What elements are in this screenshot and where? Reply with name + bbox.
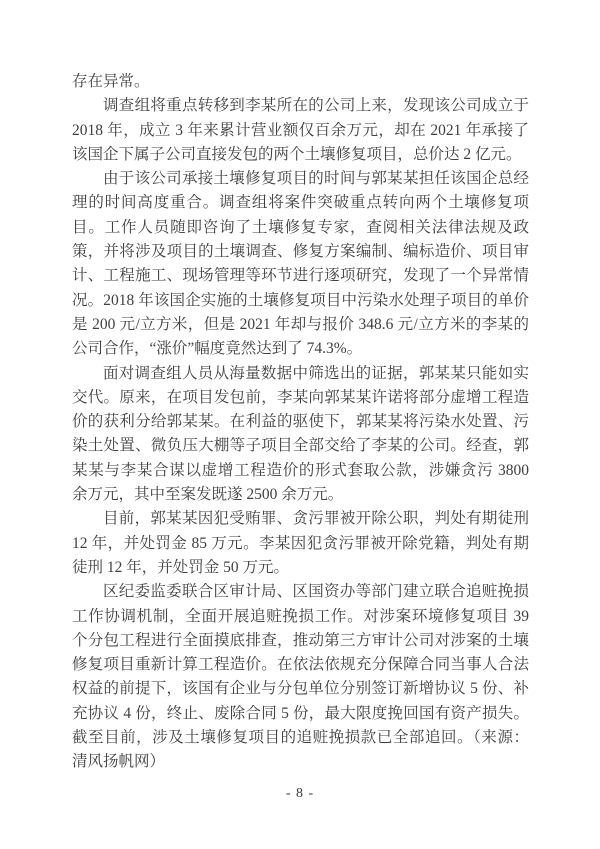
document-body [72,70,529,775]
paragraph: 区纪委监委联合区审计局、区国资办等部门建立联合追赃挽损工作协调机制，全面开展追赃挽损工作。对涉案环境修复项目 39 个分包工程进行全面摸底排查，推动第三方审计公司对涉案的土壤修复项目重新计算工程造价。在依法依规充分保障合同当事人合法权益的前提下，该国有企业与分包单位分别签订新增协议 5 份、补充协议 4 份，终止、废除合同 5 份，最大限度挽回国有资产损失。截至目前，涉及土壤修复项目的追赃挽损款已全部追回。（来源：清风扬帆网） [72,583,529,771]
paragraph: 由于该公司承接土壤修复项目的时间与郭某某担任该国企总经理的时间高度重合。调查组将案件突破重点转向两个土壤修复项目。工作人员随即咨询了土壤修复专家，查阅相关法律法规及政策，并将涉及项目的土壤调查、修复方案编制、编标造价、项目审计、工程施工、现场管理等环节进行逐项研究，发现了一个异常情况。2018 年该国企实施的土壤修复项目中污染水处理子项目的单价是 200 元/立方米，但是 2021 年却与报价 348.6 元/立方米的李某的公司合作，“涨价”幅度竟然达到了 74.3%。 [72,170,529,358]
page-number: - 8 - [285,786,315,801]
paragraph: 面对调查组人员从海量数据中筛选出的证据，郭某某只能如实交代。原来，在项目发包前，李某向郭某某许诺将部分虚增工程造价的获利分给郭某某。在利益的驱使下，郭某某将污染水处置、污染土处置、微负压大棚等子项目全部交给了李某的公司。经查，郭某某与李某合谋以虚增工程造价的形式套取公款，涉嫌贪污 3800 余万元，其中至案发既遂 2500 余万元。 [72,364,529,504]
paragraph: 调查组将重点转移到李某所在的公司上来，发现该公司成立于 2018 年，成立 3 年来累计营业额仅百余万元，却在 2021 年承接了该国企下属子公司直接发包的两个土壤修复项目，总价达 2 亿元。 [72,97,529,163]
paragraph-continuation: 存在异常。 [72,73,150,90]
paragraph: 目前，郭某某因犯受贿罪、贪污罪被开除公职，判处有期徒刑 12 年，并处罚金 85 万元。李某因犯贪污罪被开除党籍，判处有期徒刑 12 年，并处罚金 50 万元。 [72,510,529,576]
